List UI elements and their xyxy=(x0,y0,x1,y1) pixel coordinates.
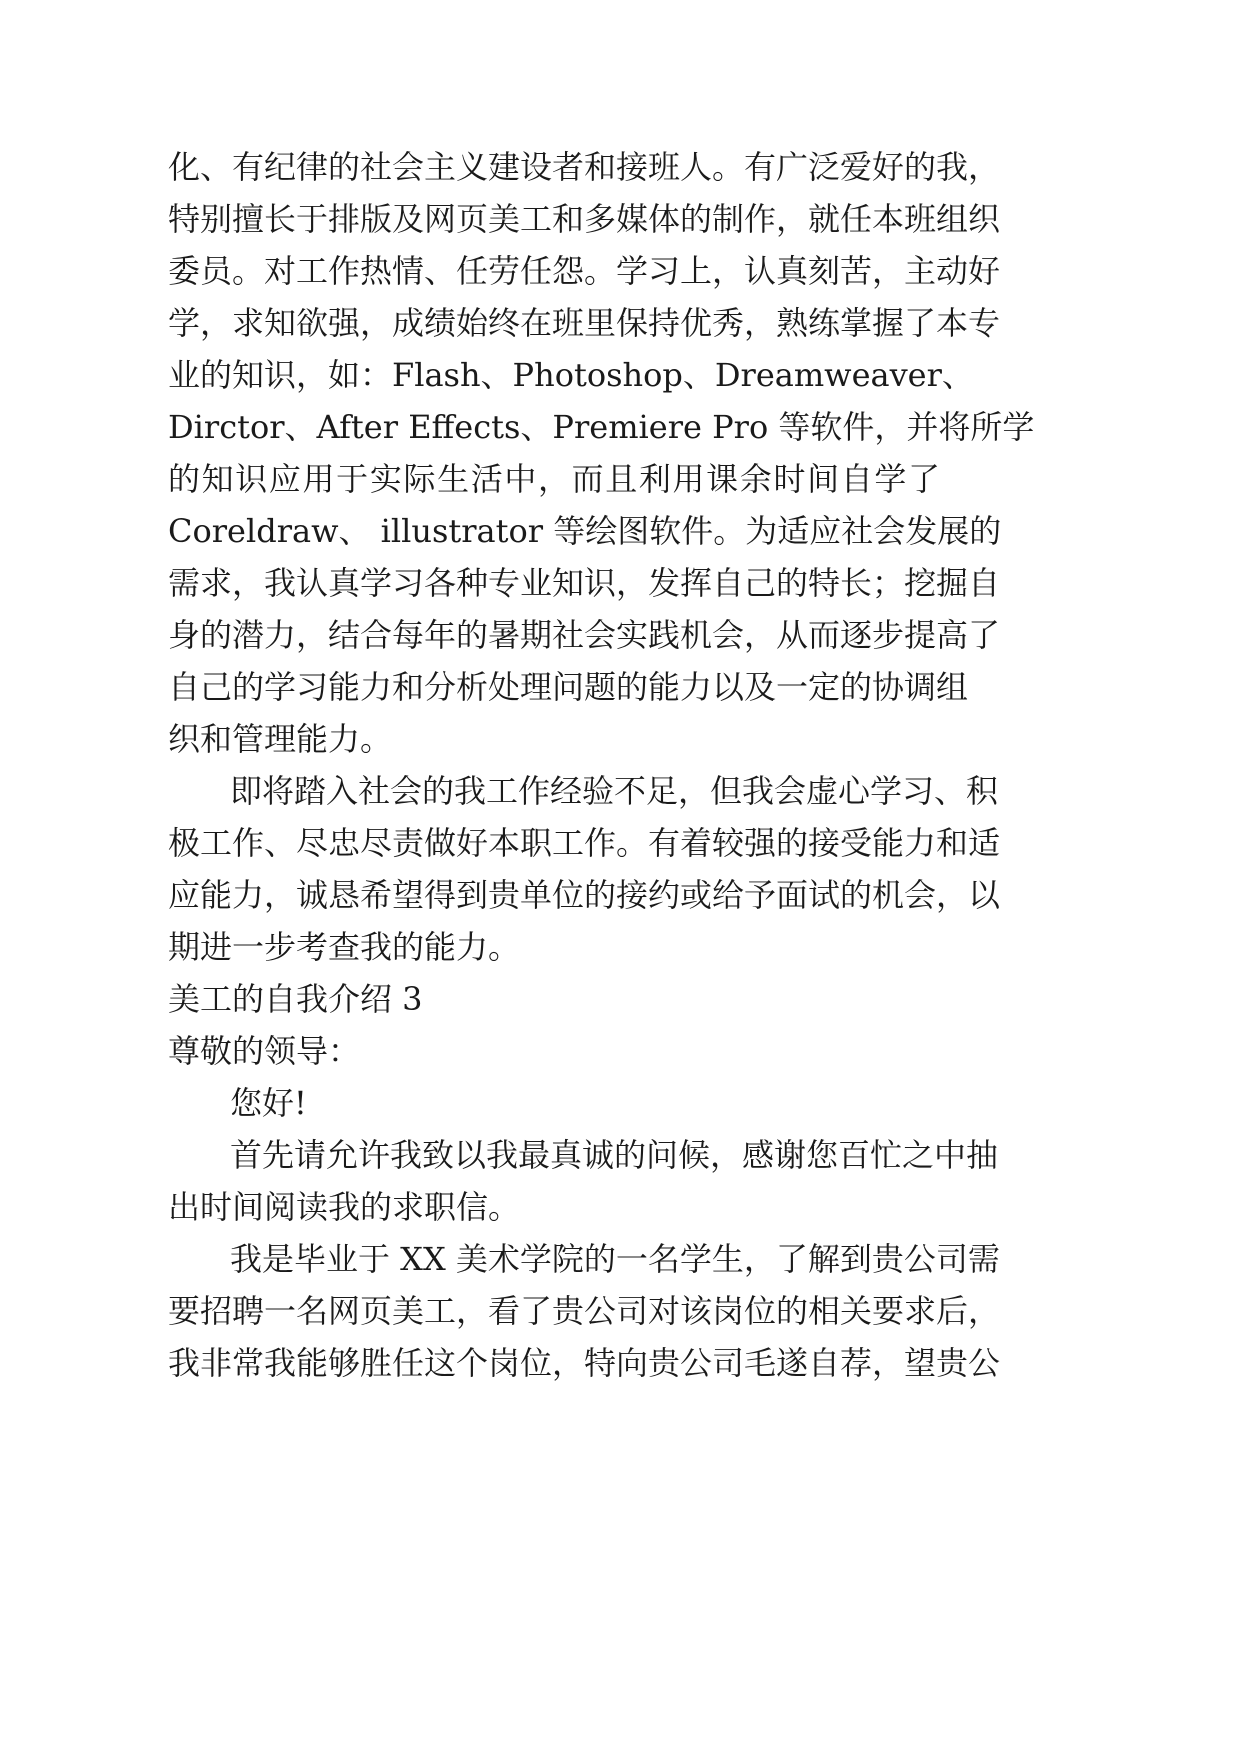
text-line: Dirctor、After Effects、Premiere Pro 等软件，并将所学 xyxy=(168,408,1035,446)
text-line: 我非常我能够胜任这个岗位，特向贵公司毛遂自荐，望贵公 xyxy=(168,1344,1001,1382)
text-line: 业的知识，如：Flash、Photoshop、Dreamweaver、 xyxy=(168,356,974,394)
text-line: Coreldraw、 illustrator 等绘图软件。为适应社会发展的 xyxy=(168,512,1002,550)
text-line: 学，求知欲强，成绩始终在班里保持优秀，熟练掌握了本专 xyxy=(168,304,1001,342)
text-line: 需求，我认真学习各种专业知识，发挥自己的特长；挖掘自 xyxy=(168,564,1001,602)
text-line: 自己的学习能力和分析处理问题的能力以及一定的协调组 xyxy=(168,668,969,706)
text-line: 应能力，诚恳希望得到贵单位的接约或给予面试的机会，以 xyxy=(168,876,1001,914)
text-line: 要招聘一名网页美工，看了贵公司对该岗位的相关要求后， xyxy=(168,1292,1001,1330)
text-line: 期进一步考查我的能力。 xyxy=(168,928,521,966)
text-line: 特别擅长于排版及网页美工和多媒体的制作，就任本班组织 xyxy=(168,200,1001,238)
salutation: 尊敬的领导： xyxy=(168,1032,361,1070)
text-line: 首先请允许我致以我最真诚的问候，感谢您百忙之中抽 xyxy=(230,1136,999,1174)
text-line: 极工作、尽忠尽责做好本职工作。有着较强的接受能力和适 xyxy=(168,824,1001,862)
text-line: 化、有纪律的社会主义建设者和接班人。有广泛爱好的我， xyxy=(168,148,1001,186)
text-line: 身的潜力，结合每年的暑期社会实践机会，从而逐步提高了 xyxy=(168,616,1001,654)
greeting: 您好! xyxy=(230,1084,307,1122)
text-line: 出时间阅读我的求职信。 xyxy=(168,1188,521,1226)
text-line: 我是毕业于 XX 美术学院的一名学生，了解到贵公司需 xyxy=(230,1240,1000,1278)
text-line: 即将踏入社会的我工作经验不足，但我会虚心学习、积 xyxy=(230,772,999,810)
section-title: 美工的自我介绍 3 xyxy=(168,980,423,1018)
text-line: 织和管理能力。 xyxy=(168,720,393,758)
text-line: 委员。对工作热情、任劳任怨。学习上，认真刻苦，主动好 xyxy=(168,252,1001,290)
text-line: 的知识应用于实际生活中，而且利用课余时间自学了 xyxy=(168,460,940,498)
